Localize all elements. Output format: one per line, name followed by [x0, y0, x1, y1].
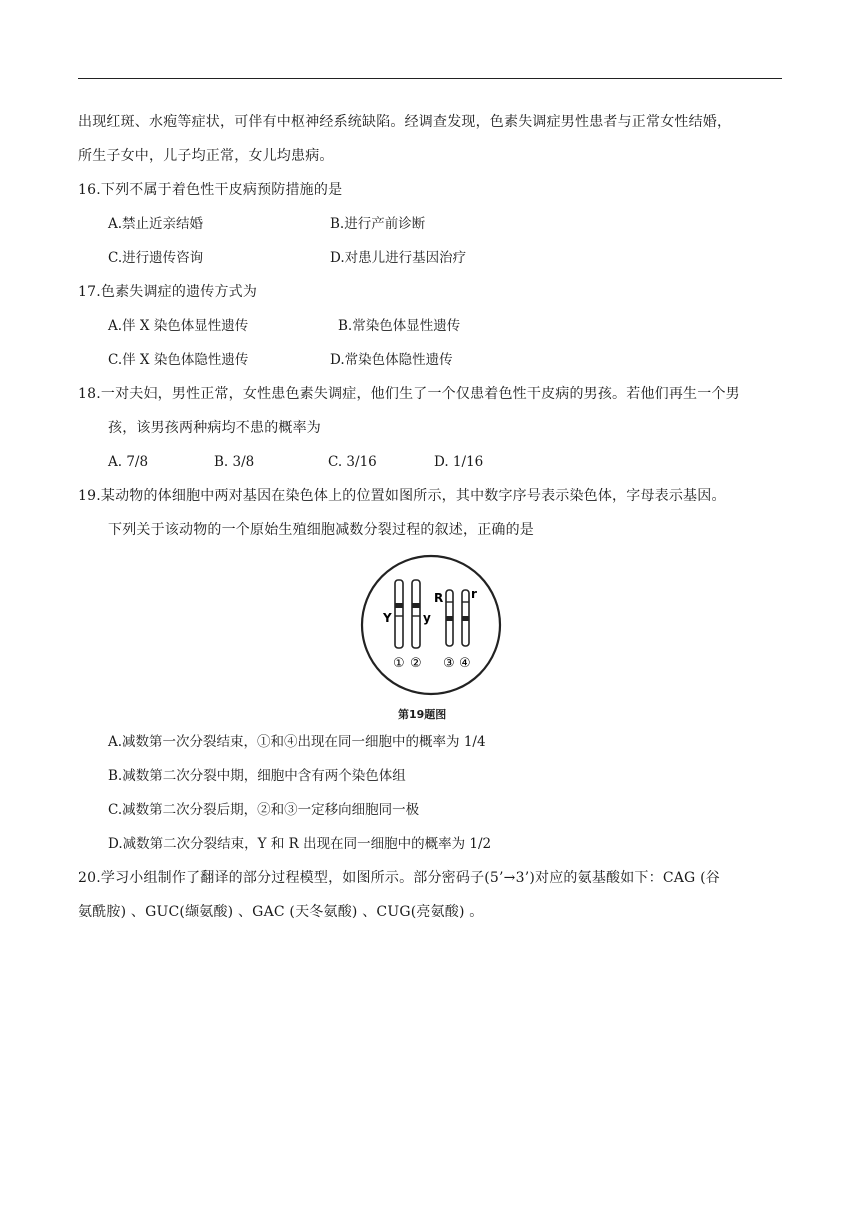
q18-option-c: C. 3/16 [328, 454, 377, 470]
centromere-4 [462, 616, 469, 621]
centromere-2 [412, 603, 420, 608]
chromosome-2 [412, 580, 420, 648]
q16-option-c: C.进行遗传咨询 [108, 250, 204, 266]
q19-option-c: C.减数第二次分裂后期，②和③一定移向细胞同一极 [108, 802, 420, 818]
q16-option-b: B.进行产前诊断 [330, 216, 426, 232]
intro-line-2: 所生子女中，儿子均正常，女儿均患病。 [78, 148, 334, 164]
q17-option-a: A.伴 X 染色体显性遗传 [108, 318, 249, 334]
figure-caption: 第19题图 [398, 708, 447, 721]
q18-option-b: B. 3/8 [214, 454, 255, 470]
q19-option-a: A.减数第一次分裂结束，①和④出现在同一细胞中的概率为 1/4 [108, 734, 486, 750]
centromere-1 [395, 603, 403, 608]
q19-option-b: B.减数第二次分裂中期，细胞中含有两个染色体组 [108, 768, 406, 784]
q19-option-d: D.减数第二次分裂结束，Y 和 R 出现在同一细胞中的概率为 1/2 [108, 836, 492, 852]
q20-stem-line-2: 氨酰胺) 、GUC(缬氨酸) 、GAC (天冬氨酸) 、CUG(亮氨酸) 。 [78, 904, 484, 920]
cell-outline [362, 556, 500, 694]
q17-option-d: D.常染色体隐性遗传 [330, 352, 453, 368]
q17-stem: 17.色素失调症的遗传方式为 [78, 284, 258, 300]
q16-stem: 16.下列不属于着色性干皮病预防措施的是 [78, 182, 343, 198]
q19-stem-line-2: 下列关于该动物的一个原始生殖细胞减数分裂过程的叙述，正确的是 [108, 522, 534, 538]
q18-option-a: A. 7/8 [108, 454, 149, 470]
q19-stem-line-1: 19.某动物的体细胞中两对基因在染色体上的位置如图所示，其中数字序号表示染色体，字母表示基因。 [78, 488, 726, 504]
intro-line-1: 出现红斑、水疱等症状，可伴有中枢神经系统缺陷。经调查发现，色素失调症男性患者与正常女性结婚， [78, 114, 732, 130]
q17-option-c: C.伴 X 染色体隐性遗传 [108, 352, 249, 368]
q20-stem-line-1: 20.学习小组制作了翻译的部分过程模型，如图所示。部分密码子(5’→3’)对应的氨基酸如下：CAG (谷 [78, 870, 720, 886]
q18-stem-line-1: 18.一对夫妇，男性正常，女性患色素失调症，他们生了一个仅患着色性干皮病的男孩。若他们再生一个男 [78, 386, 740, 402]
chromosome-number-4: ④ [459, 656, 471, 671]
chromosome-number-1: ① [393, 656, 405, 671]
chromosome-number-2: ② [410, 656, 422, 671]
chromosome-number-3: ③ [443, 656, 455, 671]
gene-label-R: R [434, 591, 444, 605]
gene-label-r: r [471, 587, 477, 601]
q18-stem-line-2: 孩，该男孩两种病均不患的概率为 [108, 420, 321, 436]
centromere-3 [446, 616, 453, 621]
chromosome-figure [360, 550, 502, 700]
q16-option-d: D.对患儿进行基因治疗 [330, 250, 467, 266]
q17-option-b: B.常染色体显性遗传 [338, 318, 461, 334]
gene-label-y: y [423, 611, 431, 625]
q16-option-a: A.禁止近亲结婚 [108, 216, 204, 232]
gene-label-Y: Y [383, 611, 392, 625]
q18-option-d: D. 1/16 [434, 454, 484, 470]
chromosome-1 [395, 580, 403, 648]
header-rule [78, 78, 782, 79]
